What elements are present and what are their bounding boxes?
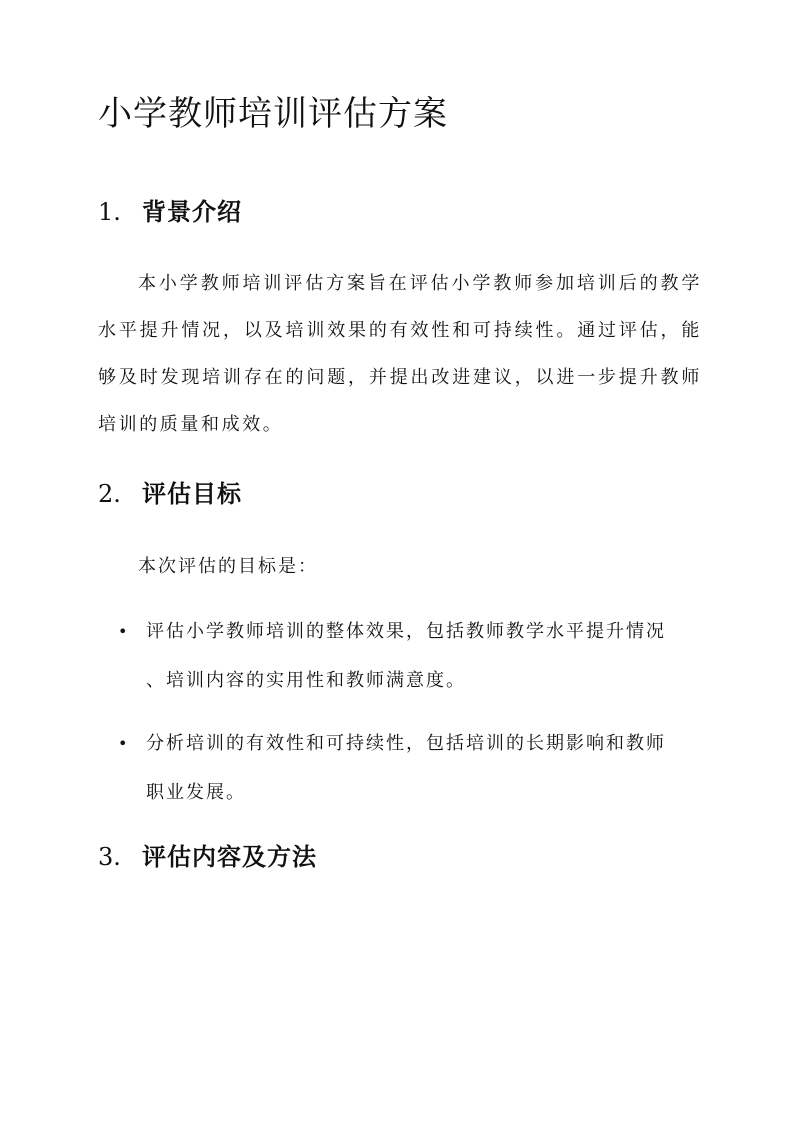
section-title: 评估目标 [142, 479, 242, 508]
bullet-icon: • [118, 622, 128, 641]
section-number: 1. [98, 198, 121, 226]
section-number: 2. [98, 480, 121, 508]
section-heading-methods [98, 841, 317, 873]
bullet-icon: • [118, 734, 128, 753]
list-item-line: 评估小学教师培训的整体效果，包括教师教学水平提升情况 [146, 621, 666, 642]
goals-lead-text: 本次评估的目标是： [138, 556, 318, 577]
section-number: 3. [98, 843, 121, 871]
list-item-line: 职业发展。 [146, 782, 246, 803]
section-title: 评估内容及方法 [142, 842, 317, 871]
background-paragraph: 本小学教师培训评估方案旨在评估小学教师参加培训后的教学水平提升情况，以及培训效果的有效性和可持续性。通过评估，能够及时发现培训存在的问题，并提出改进建议，以进一步提升教师培训的质量和成效。 [98, 273, 702, 435]
document-title: 小学教师培训评估方案 [98, 94, 448, 134]
list-item-line: 、培训内容的实用性和教师满意度。 [146, 670, 466, 691]
list-item-text [146, 719, 691, 817]
section-title: 背景介绍 [142, 197, 242, 226]
section-heading-background [98, 196, 242, 228]
list-item-line: 分析培训的有效性和可持续性，包括培训的长期影响和教师 [146, 733, 666, 754]
section-heading-goals [98, 478, 242, 510]
list-item-text [146, 607, 691, 705]
